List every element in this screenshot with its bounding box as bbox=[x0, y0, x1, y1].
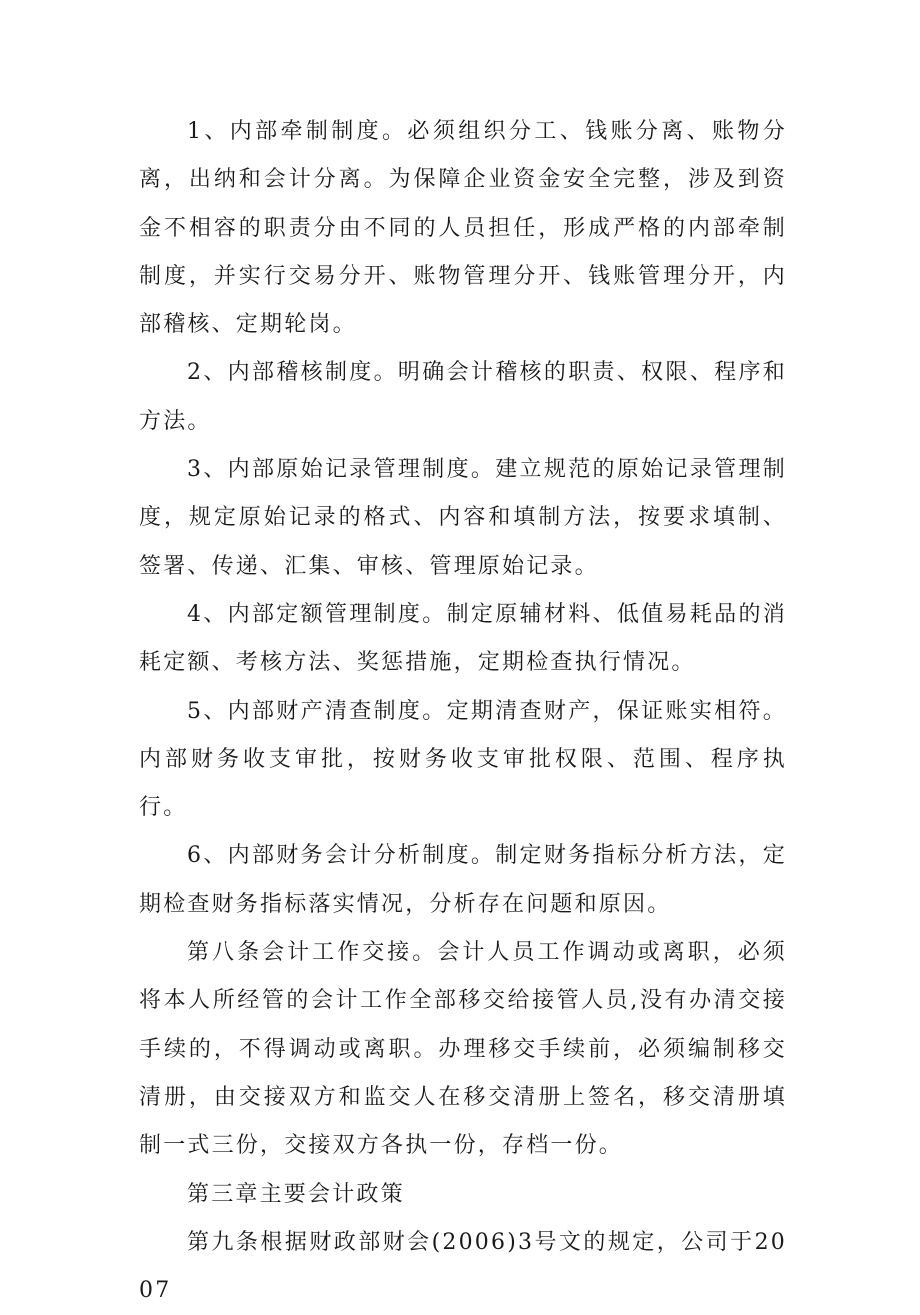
paragraph-article-8-handover: 第八条会计工作交接。会计人员工作调动或离职，必须将本人所经管的会计工作全部移交给接管人员,没有办清交接手续的，不得调动或离职。办理移交手续前，必须编制移交清册，由交接双方和监交人在移交清册上签名，移交清册填制一式三份，交接双方各执一份，存档一份。 bbox=[139, 940, 787, 1159]
chapter-heading: 第三章主要会计政策 bbox=[187, 1181, 405, 1207]
paragraph-property-check: 5、内部财产清查制度。定期清查财产，保证账实相符。内部财务收支审批，按财务收支审批权限、范围、程序执行。 bbox=[139, 698, 787, 821]
paragraph-article-9: 第九条根据财政部财会(2006)3号文的规定，公司于2007 bbox=[139, 1229, 787, 1304]
document-page bbox=[139, 108, 787, 1315]
paragraph-quota-management: 4、内部定额管理制度。制定原辅材料、低值易耗品的消耗定额、考核方法、奖惩措施，定期检查执行情况。 bbox=[139, 601, 787, 676]
paragraph-internal-audit: 2、内部稽核制度。明确会计稽核的职责、权限、程序和方法。 bbox=[139, 360, 787, 434]
paragraph-original-records: 3、内部原始记录管理制度。建立规范的原始记录管理制度，规定原始记录的格式、内容和填制方法，按要求填制、签署、传递、汇集、审核、管理原始记录。 bbox=[139, 457, 787, 579]
paragraph-internal-control: 1、内部牵制制度。必须组织分工、钱账分离、账物分离，出纳和会计分离。为保障企业资金安全完整，涉及到资金不相容的职责分由不同的人员担任，形成严格的内部牵制制度，并实行交易分开、账物管理分开、钱账管理分开，内部稽核、定期轮岗。 bbox=[139, 119, 787, 338]
paragraph-financial-analysis: 6、内部财务会计分析制度。制定财务指标分析方法，定期检查财务指标落实情况，分析存在问题和原因。 bbox=[139, 843, 787, 917]
